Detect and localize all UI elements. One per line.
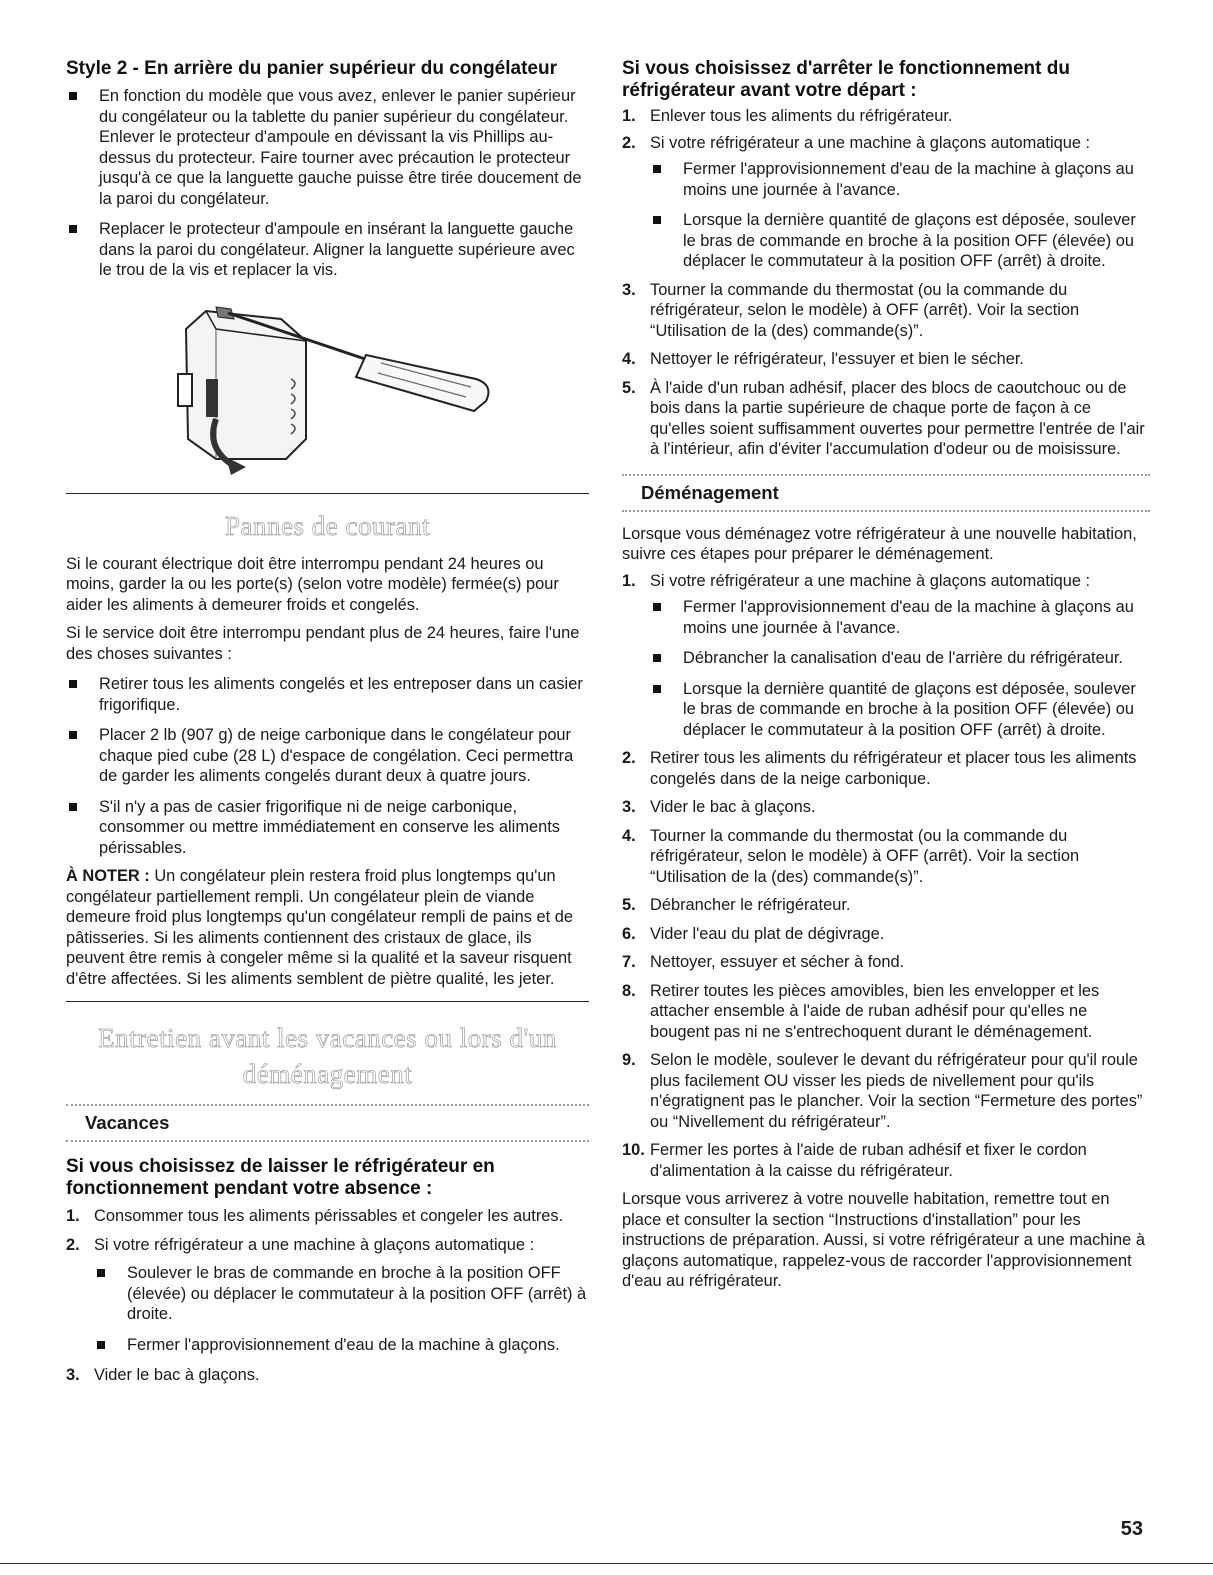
note-text: Un congélateur plein restera froid plus longtemps qu'un congélateur partiellement rempli. Un congélateur plein de viande demeure froid plus longtemps qu'un congélateur rempli de pains et de pâtisseries. Si les aliments contiennent des cristaux de glace, ils peuvent être remis à congeler même si la qualité et la saveur risquent d'être affectées. Si les aliments semblent de piètre qualité, les jeter. (66, 867, 573, 988)
footer-rule (0, 1563, 1213, 1564)
arret-step-5: 5. À l'aide d'un ruban adhésif, placer des blocs de caoutchouc ou de bois dans la partie supérieure de chaque porte de façon à ce qu'elles soient suffisamment ouvertes pour permettre l'entrée de l'air à l'intérieur, afin d'éviter l'accumulation d'odeur ou de moisissure. (622, 378, 1145, 458)
demenagement-step-9: 9. Selon le modèle, soulever le devant du réfrigérateur pour qu'il roule plus facilement OU visser les pieds de nivellement pour qu'ils n'égratignent pas le plancher. Voir la section “Fermeture des portes” ou “Nivellement du réfrigérateur”. (622, 1051, 1143, 1131)
dotted-rule (66, 1140, 589, 1142)
demenagement-step-1-bullet-2: Débrancher la canalisation d'eau de l'arrière du réfrigérateur. (650, 648, 1150, 669)
left-column (66, 58, 589, 1386)
demenagement-step-1-bullet-3: Lorsque la dernière quantité de glaçons est déposée, soulever le bras de commande en broche à la position OFF (élevée) ou déplacer le commutateur à la position OFF (arrêt) à droite. (650, 679, 1150, 741)
style2-bullet-1: En fonction du modèle que vous avez, enlever le panier supérieur du congélateur ou la tablette du panier supérieur du congélateur. Enlever le protecteur d'ampoule en dévissant la vis Phillips au-dessus du protecteur. Faire tourner avec précaution le protecteur jusqu'à ce que la languette gauche puisse être tirée doucement de la paroi du congélateur. (66, 86, 589, 209)
demenagement-step-2: 2. Retirer tous les aliments du réfrigérateur et placer tous les aliments congelés dans de la neige carbonique. (622, 749, 1137, 788)
pannes-bullet-2: Placer 2 lb (907 g) de neige carbonique dans le congélateur pour chaque pied cube (28 L) d'espace de congélation. Ceci permettra de garder les aliments congelés durant deux à quatre jours. (66, 725, 589, 787)
vacances-step-1: 1. Consommer tous les aliments périssables et congeler les autres. (66, 1207, 564, 1225)
dotted-rule (622, 510, 1150, 512)
pannes-bullet-3: S'il n'y a pas de casier frigorifique ni de neige carbonique, consommer ou mettre immédiatement en conserve les aliments périssables. (66, 797, 589, 859)
style2-bullet-2: Replacer le protecteur d'ampoule en insérant la languette gauche dans la paroi du congélateur. Aligner la languette supérieure avec le trou de la vis et replacer la vis. (66, 219, 589, 281)
demenagement-intro: Lorsque vous déménagez votre réfrigérateur à une nouvelle habitation, suivre ces étapes pour préparer le déménagement. (622, 524, 1137, 563)
dotted-rule (66, 1104, 589, 1106)
arret-step-1: 1. Enlever tous les aliments du réfrigérateur. (622, 107, 953, 125)
vacances-step-3: 3. Vider le bac à glaçons. (66, 1366, 260, 1384)
light-shield-illustration (66, 289, 589, 479)
pannes-note (66, 866, 589, 989)
demenagement-step-3: 3. Vider le bac à glaçons. (622, 798, 816, 816)
demenagement-closing: Lorsque vous arriverez à votre nouvelle habitation, remettre tout en place et consulter la section “Instructions d'installation” pour les instructions de préparation. Aussi, si votre réfrigérateur a une machine à glaçons automatique, rappelez-vous de raccorder l'approvisionnement d'eau au réfrigérateur. (622, 1190, 1145, 1290)
pannes-bullet-1: Retirer tous les aliments congelés et les entreposer dans un casier frigorifique. (66, 674, 589, 715)
pannes-paragraph-1: Si le courant électrique doit être interrompu pendant 24 heures ou moins, garder la ou les porte(s) (selon votre modèle) fermée(s) pour aider les aliments à demeurer froids et congelés. (66, 554, 559, 614)
screwdriver-shield-icon (66, 289, 589, 479)
demenagement-step-10: 10. Fermer les portes à l'aide de ruban adhésif et fixer le cordon d'alimentation à la caisse du réfrigérateur. (622, 1141, 1087, 1180)
entretien-title-line-1: Entretien avant les vacances ou lors d'un (98, 1023, 557, 1053)
note-label: À NOTER : (66, 867, 150, 885)
arret-step-4: 4. Nettoyer le réfrigérateur, l'essuyer et bien le sécher. (622, 350, 1024, 368)
arret-step-3: 3. Tourner la commande du thermostat (ou la commande du réfrigérateur, selon le modèle) à OFF (arrêt). Voir la section “Utilisation de la (des) commande(s)”. (622, 280, 1080, 340)
dotted-rule (622, 474, 1150, 476)
arret-step-2-bullet-1: Fermer l'approvisionnement d'eau de la machine à glaçons au moins une journée à l'avance. (650, 159, 1150, 200)
vacances-step-2-bullet-2: Fermer l'approvisionnement d'eau de la machine à glaçons. (94, 1335, 589, 1356)
entretien-title-line-2: déménagement (242, 1059, 413, 1089)
divider (66, 1001, 589, 1002)
pannes-title: Pannes de courant (225, 510, 430, 541)
demenagement-step-6: 6. Vider l'eau du plat de dégivrage. (622, 924, 885, 943)
vacances-subtitle: Si vous choisissez de laisser le réfrigérateur en fonctionnement pendant votre absence : (66, 1156, 495, 1199)
vacances-step-2-bullet-1: Soulever le bras de commande en broche à la position OFF (élevée) ou déplacer le commutateur à la position OFF (arrêt) à droite. (94, 1263, 589, 1325)
demenagement-step-1: 1. Si votre réfrigérateur a une machine à glaçons automatique : (622, 571, 1091, 590)
demenagement-step-4: 4. Tourner la commande du thermostat (ou la commande du réfrigérateur, selon le modèle) à OFF (arrêt). Voir la section “Utilisation de la (des) commande(s)”. (622, 826, 1080, 886)
arret-step-2-bullet-2: Lorsque la dernière quantité de glaçons est déposée, soulever le bras de commande en broche à la position OFF (élevée) ou déplacer le commutateur à la position OFF (arrêt) à droite. (650, 210, 1150, 272)
divider (66, 493, 589, 494)
right-column (622, 58, 1150, 1292)
style2-title: Style 2 - En arrière du panier supérieur du congélateur (66, 58, 557, 79)
demenagement-step-1-bullet-1: Fermer l'approvisionnement d'eau de la machine à glaçons au moins une journée à l'avance. (650, 597, 1150, 638)
demenagement-step-7: 7. Nettoyer, essuyer et sécher à fond. (622, 953, 905, 971)
vacances-heading: Vacances (85, 1112, 170, 1133)
pannes-paragraph-2: Si le service doit être interrompu pendant plus de 24 heures, faire l'une des choses suivantes : (66, 624, 580, 663)
demenagement-heading: Déménagement (641, 481, 779, 503)
page-number: 53 (1120, 1518, 1143, 1540)
vacances-step-2: 2. Si votre réfrigérateur a une machine à glaçons automatique : (66, 1235, 535, 1254)
demenagement-step-5: 5. Débrancher le réfrigérateur. (622, 896, 851, 914)
demenagement-step-8: 8. Retirer toutes les pièces amovibles, bien les envelopper et les attacher ensemble à l'aide de ruban adhésif pour qu'elles ne bougent pas ni ne s'entrechoquent durant le déménagement. (622, 981, 1100, 1041)
arret-step-2: 2. Si votre réfrigérateur a une machine à glaçons automatique : (622, 133, 1091, 152)
arret-title: Si vous choisissez d'arrêter le fonctionnement du réfrigérateur avant votre départ : (622, 58, 1070, 101)
